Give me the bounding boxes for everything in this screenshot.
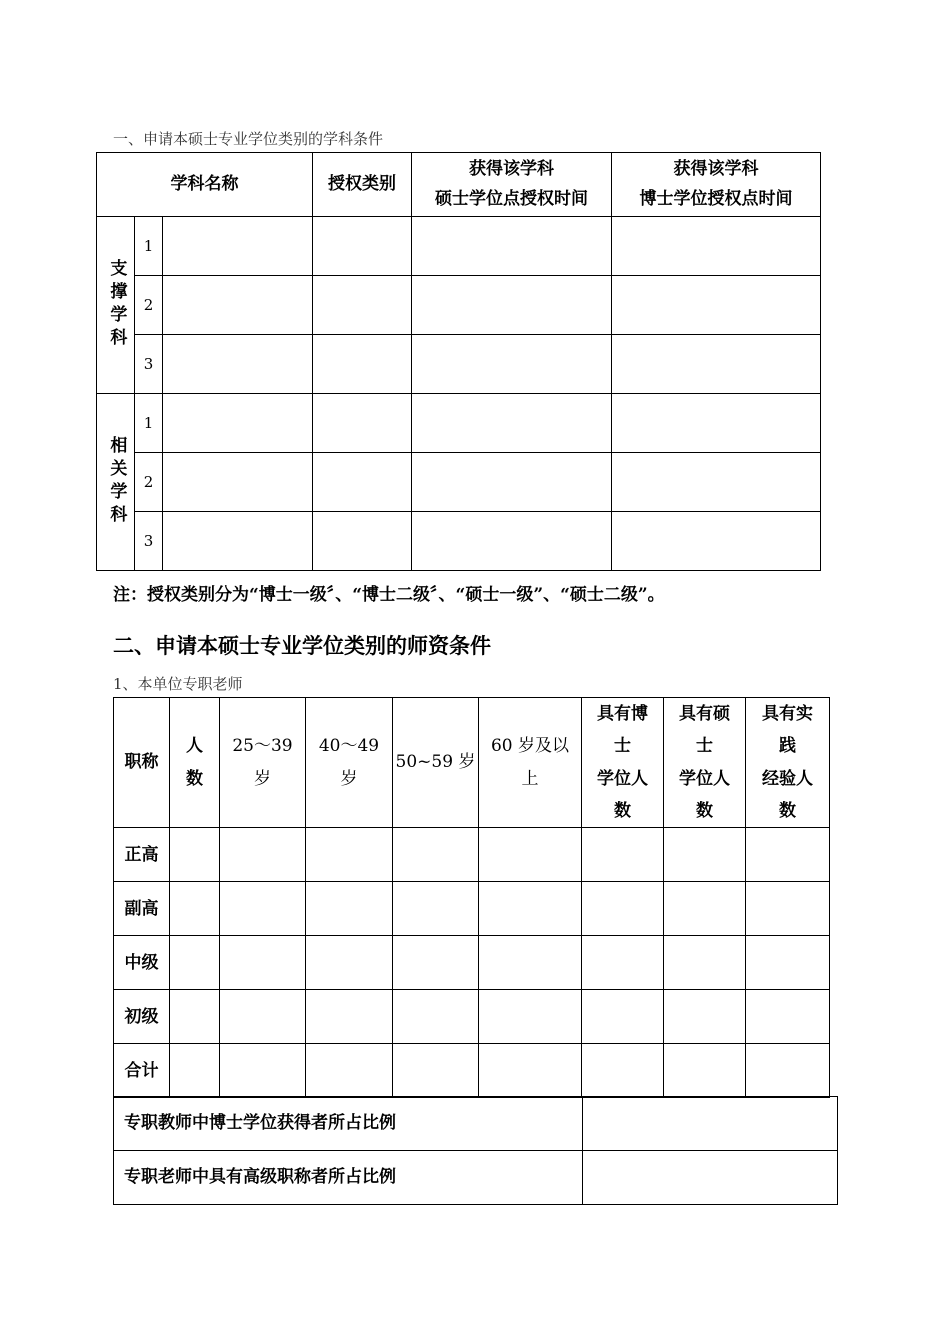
cell[interactable]	[746, 828, 830, 882]
cell[interactable]	[664, 828, 746, 882]
section1-title: 一、申请本硕士专业学位类别的学科条件	[113, 130, 384, 148]
header-age4-line2: 上	[521, 768, 539, 789]
cell[interactable]	[582, 1044, 664, 1098]
row-label-junior: 初级	[114, 990, 170, 1044]
cell-master-time[interactable]	[412, 276, 612, 335]
header-age2-line1: 40～49	[318, 736, 380, 757]
header-doctor-time-line2: 博士学位授权点时间	[639, 188, 793, 209]
cell-master-time[interactable]	[412, 453, 612, 512]
cell[interactable]	[479, 936, 582, 990]
cell[interactable]	[220, 882, 306, 936]
header-master-line3: 学位人	[679, 768, 730, 789]
header-master-time	[412, 153, 612, 217]
cell[interactable]	[746, 1044, 830, 1098]
cell-name[interactable]	[163, 276, 313, 335]
ratio-value-phd[interactable]	[583, 1097, 838, 1151]
header-age-50-59: 50~59 岁	[393, 698, 479, 828]
row-number: 1	[135, 217, 163, 276]
cell[interactable]	[306, 828, 393, 882]
cell[interactable]	[220, 1044, 306, 1098]
row-number: 2	[135, 276, 163, 335]
cell[interactable]	[664, 936, 746, 990]
header-age2-line2: 岁	[340, 768, 358, 789]
header-age-25-39	[220, 698, 306, 828]
header-master-line2: 士	[696, 736, 713, 757]
cell-doctor-time[interactable]	[612, 335, 821, 394]
cell-auth[interactable]	[313, 512, 412, 571]
cell-master-time[interactable]	[412, 512, 612, 571]
header-practice-line3: 经验人	[762, 768, 813, 789]
header-master-line4: 数	[696, 800, 713, 821]
header-phd-count	[582, 698, 664, 828]
cell-doctor-time[interactable]	[612, 394, 821, 453]
cell[interactable]	[746, 990, 830, 1044]
row-number: 1	[135, 394, 163, 453]
cell[interactable]	[582, 936, 664, 990]
cell[interactable]	[582, 828, 664, 882]
cell-name[interactable]	[163, 335, 313, 394]
header-age4-line1: 60 岁及以	[490, 736, 570, 757]
row-label-total: 合计	[114, 1044, 170, 1098]
header-phd-line3: 学位人	[597, 768, 648, 789]
cell-master-time[interactable]	[412, 394, 612, 453]
cell-doctor-time[interactable]	[612, 512, 821, 571]
cell[interactable]	[479, 882, 582, 936]
cell[interactable]	[170, 936, 220, 990]
faculty-table	[113, 697, 830, 1098]
group-label-support-text: 支撑学科	[106, 259, 127, 351]
cell[interactable]	[664, 1044, 746, 1098]
cell-auth[interactable]	[313, 276, 412, 335]
cell[interactable]	[746, 936, 830, 990]
cell[interactable]	[393, 882, 479, 936]
header-age1-line1: 25～39	[232, 736, 293, 757]
header-discipline-name: 学科名称	[97, 153, 313, 217]
header-master-time-line1: 获得该学科	[469, 158, 554, 179]
header-phd-line4: 数	[614, 800, 631, 821]
header-practice-line4: 数	[779, 800, 796, 821]
cell[interactable]	[479, 828, 582, 882]
discipline-table	[96, 152, 821, 571]
cell-auth[interactable]	[313, 335, 412, 394]
cell[interactable]	[170, 990, 220, 1044]
row-label-senior: 正高	[114, 828, 170, 882]
header-auth-type: 授权类别	[313, 153, 412, 217]
cell[interactable]	[746, 882, 830, 936]
group-label-support	[97, 217, 135, 394]
cell-doctor-time[interactable]	[612, 276, 821, 335]
cell[interactable]	[170, 828, 220, 882]
row-number: 2	[135, 453, 163, 512]
cell-name[interactable]	[163, 394, 313, 453]
cell[interactable]	[220, 990, 306, 1044]
row-number: 3	[135, 335, 163, 394]
cell-name[interactable]	[163, 217, 313, 276]
cell[interactable]	[393, 990, 479, 1044]
ratio-label-phd: 专职教师中博士学位获得者所占比例	[114, 1097, 583, 1151]
cell-doctor-time[interactable]	[612, 217, 821, 276]
cell[interactable]	[479, 1044, 582, 1098]
group-label-related-text: 相关学科	[106, 436, 127, 528]
cell[interactable]	[306, 1044, 393, 1098]
cell-master-time[interactable]	[412, 217, 612, 276]
section2-title: 二、申请本硕士专业学位类别的师资条件	[113, 633, 491, 658]
header-master-time-line2: 硕士学位点授权时间	[435, 188, 588, 209]
header-doctor-time	[612, 153, 821, 217]
cell[interactable]	[170, 1044, 220, 1098]
cell[interactable]	[393, 828, 479, 882]
cell[interactable]	[393, 936, 479, 990]
group-label-related	[97, 394, 135, 571]
row-number: 3	[135, 512, 163, 571]
header-phd-line1: 具有博	[597, 704, 648, 724]
cell-auth[interactable]	[313, 453, 412, 512]
cell-name[interactable]	[163, 453, 313, 512]
header-count-line1: 人	[186, 736, 203, 757]
header-age-40-49	[306, 698, 393, 828]
header-age1-line2: 岁	[254, 768, 271, 789]
cell-master-time[interactable]	[412, 335, 612, 394]
row-label-associate: 副高	[114, 882, 170, 936]
cell[interactable]	[306, 882, 393, 936]
cell[interactable]	[220, 936, 306, 990]
cell-doctor-time[interactable]	[612, 453, 821, 512]
section2-subtitle: 1、本单位专职老师	[113, 675, 243, 693]
cell[interactable]	[582, 990, 664, 1044]
ratio-table	[113, 1096, 838, 1205]
cell-name[interactable]	[163, 512, 313, 571]
header-practice-count	[746, 698, 830, 828]
cell[interactable]	[664, 990, 746, 1044]
header-practice-line2: 践	[779, 736, 796, 757]
cell-auth[interactable]	[313, 217, 412, 276]
header-master-count	[664, 698, 746, 828]
ratio-label-senior-title: 专职老师中具有高级职称者所占比例	[114, 1151, 583, 1205]
header-phd-line2: 士	[614, 736, 631, 757]
cell[interactable]	[306, 936, 393, 990]
cell[interactable]	[664, 882, 746, 936]
cell[interactable]	[393, 1044, 479, 1098]
ratio-value-senior-title[interactable]	[583, 1151, 838, 1205]
row-label-intermediate: 中级	[114, 936, 170, 990]
auth-type-note: 注：授权类别分为“博士一级〞、“博士二级〞、“硕士一级”、“硕士二级”。	[113, 585, 665, 605]
header-count-line2: 数	[186, 768, 203, 789]
cell-auth[interactable]	[313, 394, 412, 453]
cell[interactable]	[306, 990, 393, 1044]
header-age-60	[479, 698, 582, 828]
header-count	[170, 698, 220, 828]
header-practice-line1: 具有实	[762, 704, 813, 724]
header-master-line1: 具有硕	[679, 704, 730, 724]
header-doctor-time-line1: 获得该学科	[673, 158, 759, 179]
cell[interactable]	[170, 882, 220, 936]
header-title: 职称	[114, 698, 170, 828]
cell[interactable]	[220, 828, 306, 882]
cell[interactable]	[582, 882, 664, 936]
cell[interactable]	[479, 990, 582, 1044]
